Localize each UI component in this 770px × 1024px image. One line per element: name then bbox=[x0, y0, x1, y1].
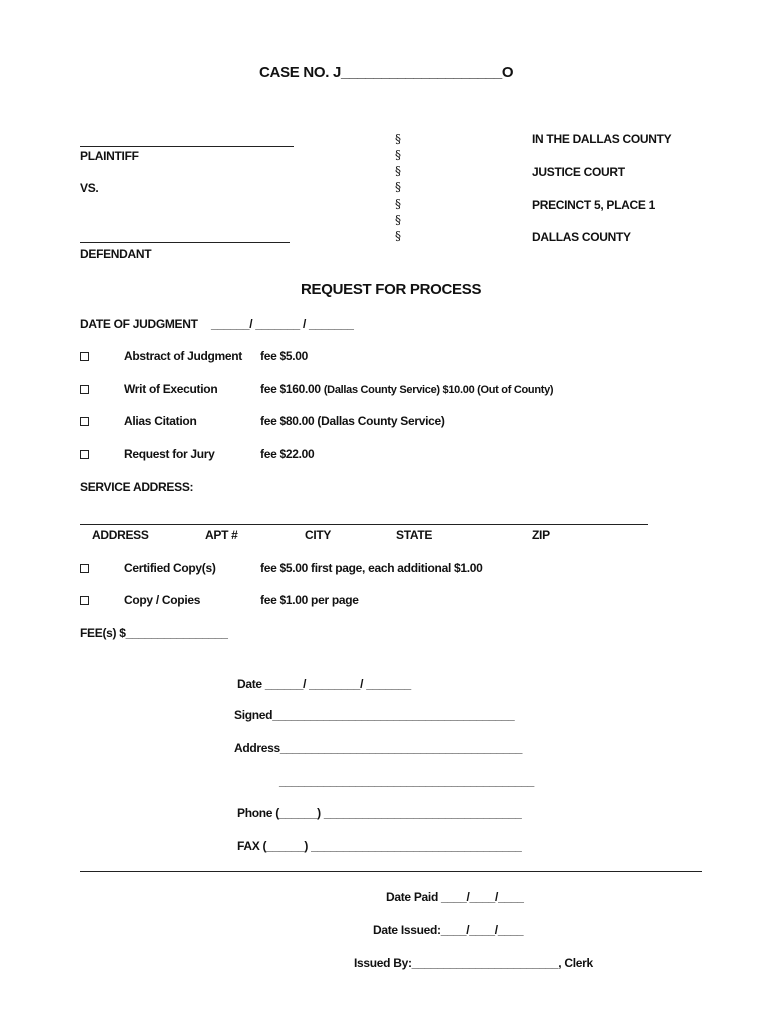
option-label: Request for Jury bbox=[124, 447, 215, 461]
option-label: Abstract of Judgment bbox=[124, 349, 243, 363]
court-line-3: PRECINCT 5, PLACE 1 bbox=[532, 198, 655, 212]
request-for-jury-checkbox[interactable] bbox=[80, 450, 89, 459]
option-fee: fee $5.00 first page, each additional $1.00 bbox=[260, 561, 483, 575]
option-fee-note: (Dallas County Service) $10.00 (Out of County) bbox=[323, 384, 554, 396]
defendant-label: DEFENDANT bbox=[80, 247, 152, 261]
copies-checkbox[interactable] bbox=[80, 596, 89, 605]
date-issued-field[interactable]: Date Issued:____/____/____ bbox=[373, 923, 524, 937]
apt-column-label: APT # bbox=[205, 528, 238, 542]
option-fee bbox=[260, 382, 553, 396]
judgment-date-label: DATE OF JUDGMENT bbox=[80, 317, 198, 331]
service-address-line[interactable] bbox=[80, 524, 648, 525]
fees-field[interactable]: FEE(s) $________________ bbox=[80, 626, 228, 640]
city-column-label: CITY bbox=[305, 528, 332, 542]
section-mark: § bbox=[395, 213, 401, 227]
option-fee-amount: fee $160.00 bbox=[260, 382, 321, 396]
request-date-field[interactable]: Date ______/ ________/ _______ bbox=[237, 677, 411, 691]
court-line-2: JUSTICE COURT bbox=[532, 165, 625, 179]
phone-field[interactable]: Phone (______) _______________________________ bbox=[237, 806, 522, 820]
service-address-label: SERVICE ADDRESS: bbox=[80, 480, 194, 494]
defendant-line bbox=[80, 242, 290, 243]
writ-of-execution-checkbox[interactable] bbox=[80, 385, 89, 394]
state-column-label: STATE bbox=[396, 528, 433, 542]
court-line-1: IN THE DALLAS COUNTY bbox=[532, 132, 672, 146]
address-line-2-field[interactable]: ________________________________________ bbox=[279, 774, 534, 788]
vs-label: VS. bbox=[80, 181, 99, 195]
issued-by-field[interactable]: Issued By:_______________________, Clerk bbox=[354, 956, 593, 970]
section-mark: § bbox=[395, 164, 401, 178]
section-mark: § bbox=[395, 229, 401, 243]
certified-copy-checkbox[interactable] bbox=[80, 564, 89, 573]
plaintiff-line bbox=[80, 146, 294, 147]
fax-field[interactable]: FAX (______) _________________________________ bbox=[237, 839, 522, 853]
section-mark: § bbox=[395, 197, 401, 211]
clerk-section-divider bbox=[80, 871, 702, 872]
abstract-of-judgment-checkbox[interactable] bbox=[80, 352, 89, 361]
case-number: CASE NO. J____________________O bbox=[259, 64, 514, 81]
plaintiff-label: PLAINTIFF bbox=[80, 149, 139, 163]
section-mark: § bbox=[395, 132, 401, 146]
section-mark: § bbox=[395, 148, 401, 162]
option-label: Certified Copy(s) bbox=[124, 561, 216, 575]
option-label: Alias Citation bbox=[124, 414, 197, 428]
section-mark: § bbox=[395, 180, 401, 194]
option-label: Writ of Execution bbox=[124, 382, 218, 396]
option-fee: fee $80.00 (Dallas County Service) bbox=[260, 414, 445, 428]
option-label: Copy / Copies bbox=[124, 593, 201, 607]
option-fee: fee $1.00 per page bbox=[260, 593, 359, 607]
address-column-label: ADDRESS bbox=[92, 528, 149, 542]
signed-field[interactable]: Signed______________________________________ bbox=[234, 708, 515, 722]
alias-citation-checkbox[interactable] bbox=[80, 417, 89, 426]
option-fee: fee $22.00 bbox=[260, 447, 315, 461]
court-line-4: DALLAS COUNTY bbox=[532, 230, 631, 244]
zip-column-label: ZIP bbox=[532, 528, 550, 542]
judgment-date-field[interactable]: ______/ _______ / _______ bbox=[211, 317, 354, 331]
option-fee: fee $5.00 bbox=[260, 349, 309, 363]
date-paid-field[interactable]: Date Paid ____/____/____ bbox=[386, 890, 524, 904]
address-field[interactable]: Address______________________________________ bbox=[234, 741, 523, 755]
form-title: REQUEST FOR PROCESS bbox=[301, 281, 482, 298]
